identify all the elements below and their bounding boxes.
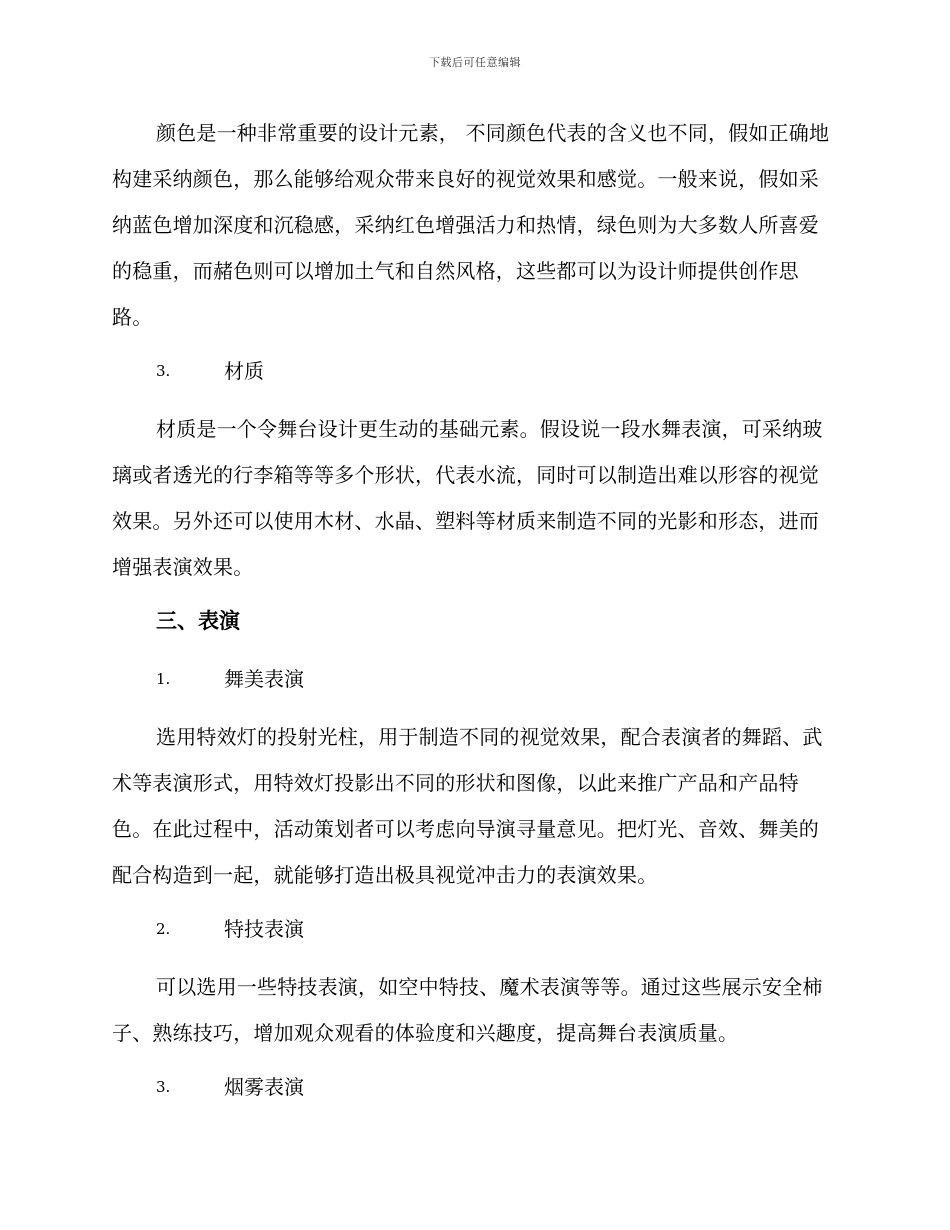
paragraph-stunt: 可以选用一些特技表演，如空中特技、魔术表演等等。通过这些展示安全柿子、熟练技巧，增加观众观看的体验度和兴趣度，提高舞台表演质量。 [112,975,823,1045]
page-header: 下载后可任意编辑 [429,56,521,69]
list-label: 烟雾表演 [224,1075,304,1099]
list-item-dance [112,656,838,702]
list-number: 2. [156,920,171,938]
list-label: 特技表演 [224,917,304,941]
paragraph-material: 材质是一个令舞台设计更生动的基础元素。假设说一段水舞表演，可采纳玻璃或者透光的行李箱等等多个形状，代表水流，同时可以制造出难以形容的视觉效果。另外还可以使用木材、水晶、塑料等材质来制造不同的光影和形态，进而增强表演效果。 [112,417,823,579]
paragraph-dance: 选用特效灯的投射光柱，用于制造不同的视觉效果，配合表演者的舞蹈、武术等表演形式，用特效灯投影出不同的形状和图像，以此来推广产品和产品特色。在此过程中，活动策划者可以考虑向导演寻量意见。把灯光、音效、舞美的配合构造到一起，就能够打造出极具视觉冲击力的表演效果。 [112,725,823,887]
list-label: 材质 [224,359,264,383]
list-number: 3. [156,362,171,380]
paragraph-color: 颜色是一种非常重要的设计元素， 不同颜色代表的含义也不同，假如正确地构建采纳颜色，那么能够给观众带来良好的视觉效果和感觉。一般来说，假如采纳蓝色增加深度和沉稳感，采纳红色增强活力和热情，绿色则为大多数人所喜爱的稳重，而赭色则可以增加土气和自然风格，这些都可以为设计师提供创作思路。 [112,121,830,329]
list-label: 舞美表演 [224,667,304,691]
list-item-material [112,348,838,394]
list-item-smoke [112,1064,838,1110]
section-heading-performance: 三、表演 [156,608,240,633]
list-number: 3. [156,1078,171,1096]
list-item-stunt [112,906,838,952]
list-number: 1. [156,670,171,688]
document-body [112,110,838,1122]
